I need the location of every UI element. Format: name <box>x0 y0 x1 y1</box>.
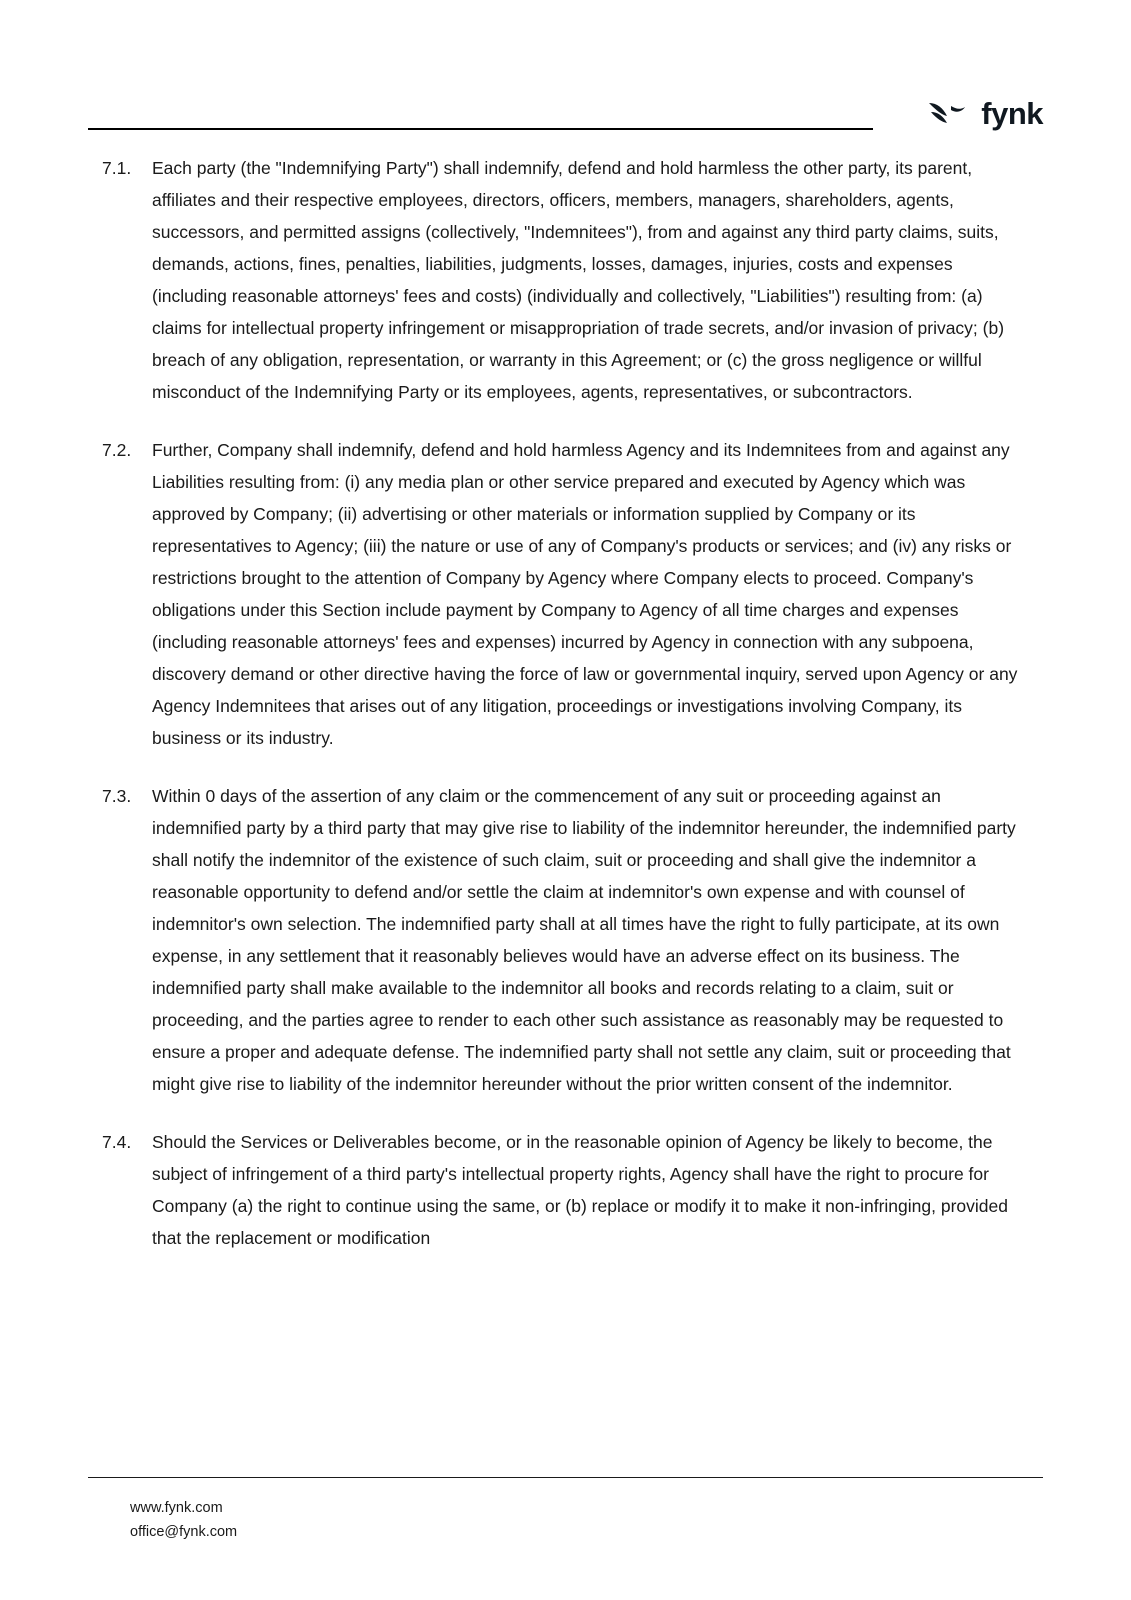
fynk-bird-icon <box>927 96 971 130</box>
clause-item <box>100 780 1030 1100</box>
footer-website: www.fynk.com <box>130 1500 223 1516</box>
clause-number: 7.2. <box>102 440 132 460</box>
clause-number: 7.3. <box>102 786 132 806</box>
clause-text: Within 0 days of the assertion of any claim or the commencement of any suit or proceeding against an indemnified party by a third party that may give rise to liability of the indemnitor hereunder, the indemnified party shall notify the indemnitor of the existence of such claim, suit or proceeding and shall give the indemnitor a reasonable opportunity to defend and/or settle the claim at indemnitor's own expense and with counsel of indemnitor's own selection. The indemnified party shall at all times have the right to fully participate, at its own expense, in any settlement that it reasonably believes would have an adverse effect on its business. The indemnified party shall make available to the indemnitor all books and records relating to a claim, suit or proceeding, and the parties agree to render to each other such assistance as reasonably may be requested to ensure a proper and adequate defense. The indemnified party shall not settle any claim, suit or proceeding that might give rise to liability of the indemnitor hereunder without the prior written consent of the indemnitor. <box>152 786 1016 1094</box>
clause-text: Further, Company shall indemnify, defend and hold harmless Agency and its Indemnitees from and against any Liabilities resulting from: (i) any media plan or other service prepared and executed by Agency which was approved by Company; (ii) advertising or other materials or information supplied by Company or its representatives to Agency; (iii) the nature or use of any of Company's products or services; and (iv) any risks or restrictions brought to the attention of Company by Agency where Company elects to proceed. Company's obligations under this Section include payment by Company to Agency of all time charges and expenses (including reasonable attorneys' fees and expenses) incurred by Agency in connection with any subpoena, discovery demand or other directive having the force of law or governmental inquiry, served upon Agency or any Agency Indemnitees that arises out of any litigation, proceedings or investigations involving Company, its business or its industry. <box>152 440 1018 748</box>
header-divider <box>88 128 873 130</box>
brand-logo <box>927 96 1043 130</box>
footer-contact <box>88 1496 1043 1544</box>
page-footer <box>88 1477 1043 1545</box>
clause-text: Should the Services or Deliverables become, or in the reasonable opinion of Agency be likely to become, the subject of infringement of a third party's intellectual property rights, Agency shall have the right to procure for Company (a) the right to continue using the same, or (b) replace or modify it to make it non-infringing, provided that the replacement or modification <box>152 1132 1008 1248</box>
brand-name: fynk <box>981 95 1043 131</box>
clause-item <box>100 434 1030 754</box>
clause-number: 7.4. <box>102 1132 132 1152</box>
document-body <box>100 152 1030 1280</box>
clause-text: Each party (the "Indemnifying Party") shall indemnify, defend and hold harmless the other party, its parent, affiliates and their respective employees, directors, officers, members, managers, shareholders, agents, successors, and permitted assigns (collectively, "Indemnitees"), from and against any third party claims, suits, demands, actions, fines, penalties, liabilities, judgments, losses, damages, injuries, costs and expenses (including reasonable attorneys' fees and costs) (individually and collectively, "Liabilities") resulting from: (a) claims for intellectual property infringement or misappropriation of trade secrets, and/or invasion of privacy; (b) breach of any obligation, representation, or warranty in this Agreement; or (c) the gross negligence or willful misconduct of the Indemnifying Party or its employees, agents, representatives, or subcontractors. <box>152 158 1005 402</box>
clause-number: 7.1. <box>102 158 132 178</box>
clause-item <box>100 152 1030 408</box>
footer-email: office@fynk.com <box>130 1524 238 1540</box>
footer-divider <box>88 1477 1043 1479</box>
clause-item <box>100 1126 1030 1254</box>
page-header <box>88 96 1043 156</box>
